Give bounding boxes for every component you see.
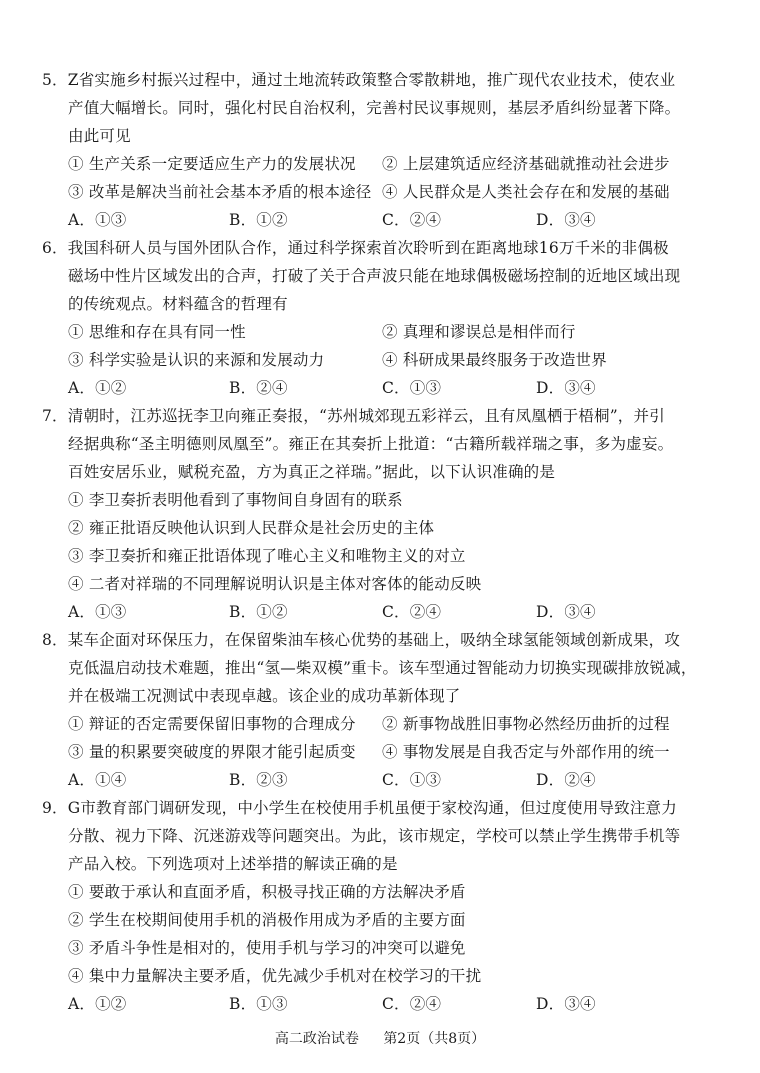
q5-choice-d: D．③④ — [536, 211, 596, 229]
footer-subject: 高二政治试卷 — [274, 1031, 359, 1047]
q8-option-4: ④ 事物发展是自我否定与外部作用的统一 — [382, 743, 670, 761]
q7-option-1: ① 李卫奏折表明他看到了事物间自身固有的联系 — [68, 491, 403, 509]
q7-choice-b: B．①② — [229, 603, 288, 621]
q7-stem-line-2: 经据典称“圣主明德则凤凰至”。雍正在其奏折上批道：“古籍所载祥瑞之事，多为虚妄。 — [68, 435, 674, 453]
q6-stem-line-1: 6．我国科研人员与国外团队合作，通过科学探索首次聆听到在距离地球16万千米的非偶极 — [42, 239, 669, 257]
q9-stem-line-3: 产品入校。下列选项对上述举措的解读正确的是 — [68, 855, 398, 873]
q8-choice-d: D．②④ — [536, 771, 596, 789]
q7-choice-c: C．②④ — [382, 603, 442, 621]
q5-stem-line-1: 5．Z省实施乡村振兴过程中，通过土地流转政策整合零散耕地，推广现代农业技术，使农业 — [42, 71, 676, 89]
q6-stem-line-3: 的传统观点。材料蕴含的哲理有 — [68, 295, 288, 313]
page-footer — [0, 1030, 760, 1048]
q8-stem-line-1: 8．某车企面对环保压力，在保留柴油车核心优势的基础上，吸纳全球氢能领域创新成果，攻 — [42, 631, 681, 649]
q8-choice-c: C．①③ — [382, 771, 442, 789]
q7-option-3: ③ 李卫奏折和雍正批语体现了唯心主义和唯物主义的对立 — [68, 547, 466, 565]
q6-choice-d: D．③④ — [536, 379, 596, 397]
q7-choice-d: D．③④ — [536, 603, 596, 621]
q6-option-4: ④ 科研成果最终服务于改造世界 — [382, 351, 607, 369]
q9-option-1: ① 要敢于承认和直面矛盾，积极寻找正确的方法解决矛盾 — [68, 883, 466, 901]
q8-choice-a: A．①④ — [68, 771, 127, 789]
q7-stem-line-1: 7．清朝时，江苏巡抚李卫向雍正奏报，“苏州城郊现五彩祥云，且有凤凰栖于梧桐”，并引 — [42, 407, 665, 425]
q9-choice-d: D．③④ — [536, 995, 596, 1013]
q9-choice-b: B．①③ — [229, 995, 288, 1013]
q9-choice-c: C．②④ — [382, 995, 442, 1013]
q9-stem-line-2: 分散、视力下降、沉迷游戏等问题突出。为此，该市规定，学校可以禁止学生携带手机等 — [68, 827, 681, 845]
q5-stem-line-2: 产值大幅增长。同时，强化村民自治权利，完善村民议事规则，基层矛盾纠纷显著下降。 — [68, 99, 681, 117]
q7-option-2: ② 雍正批语反映他认识到人民群众是社会历史的主体 — [68, 519, 435, 537]
q9-option-2: ② 学生在校期间使用手机的消极作用成为矛盾的主要方面 — [68, 911, 466, 929]
q5-option-3: ③ 改革是解决当前社会基本矛盾的根本途径 — [68, 183, 372, 201]
q9-choice-a: A．①② — [68, 995, 127, 1013]
q9-stem-line-1: 9．G市教育部门调研发现，中小学生在校使用手机虽便于家校沟通，但过度使用导致注意力 — [42, 799, 677, 817]
q5-choice-c: C．②④ — [382, 211, 442, 229]
q7-choice-a: A．①③ — [68, 603, 127, 621]
q9-option-3: ③ 矛盾斗争性是相对的，使用手机与学习的冲突可以避免 — [68, 939, 466, 957]
q6-choice-c: C．①③ — [382, 379, 442, 397]
q6-choice-b: B．②④ — [229, 379, 288, 397]
q9-option-4: ④ 集中力量解决主要矛盾，优先减少手机对在校学习的干扰 — [68, 967, 482, 985]
q5-choice-b: B．①② — [229, 211, 288, 229]
q6-option-1: ① 思维和存在具有同一性 — [68, 323, 246, 341]
q6-choice-a: A．①② — [68, 379, 127, 397]
footer-page-number: 第2页（共8页） — [383, 1031, 486, 1047]
q8-choice-b: B．②③ — [229, 771, 288, 789]
q8-stem-line-3: 并在极端工况测试中表现卓越。该企业的成功革新体现了 — [68, 687, 461, 705]
q5-option-1: ① 生产关系一定要适应生产力的发展状况 — [68, 155, 356, 173]
q6-stem-line-2: 磁场中性片区域发出的合声，打破了关于合声波只能在地球偶极磁场控制的近地区域出现 — [68, 267, 681, 285]
q5-choice-a: A．①③ — [68, 211, 127, 229]
q5-stem-line-3: 由此可见 — [68, 127, 131, 145]
q8-option-2: ② 新事物战胜旧事物必然经历曲折的过程 — [382, 715, 670, 733]
q5-option-2: ② 上层建筑适应经济基础就推动社会进步 — [382, 155, 670, 173]
q8-stem-line-2: 克低温启动技术难题，推出“氢—柴双模”重卡。该车型通过智能动力切换实现碳排放锐减， — [68, 659, 697, 677]
q7-option-4: ④ 二者对祥瑞的不同理解说明认识是主体对客体的能动反映 — [68, 575, 482, 593]
q8-option-1: ① 辩证的否定需要保留旧事物的合理成分 — [68, 715, 356, 733]
q7-stem-line-3: 百姓安居乐业，赋税充盈，方为真正之祥瑞。”据此，以下认识准确的是 — [68, 463, 556, 481]
q6-option-2: ② 真理和谬误总是相伴而行 — [382, 323, 576, 341]
q6-option-3: ③ 科学实验是认识的来源和发展动力 — [68, 351, 325, 369]
q5-option-4: ④ 人民群众是人类社会存在和发展的基础 — [382, 183, 670, 201]
q8-option-3: ③ 量的积累要突破度的界限才能引起质变 — [68, 743, 356, 761]
